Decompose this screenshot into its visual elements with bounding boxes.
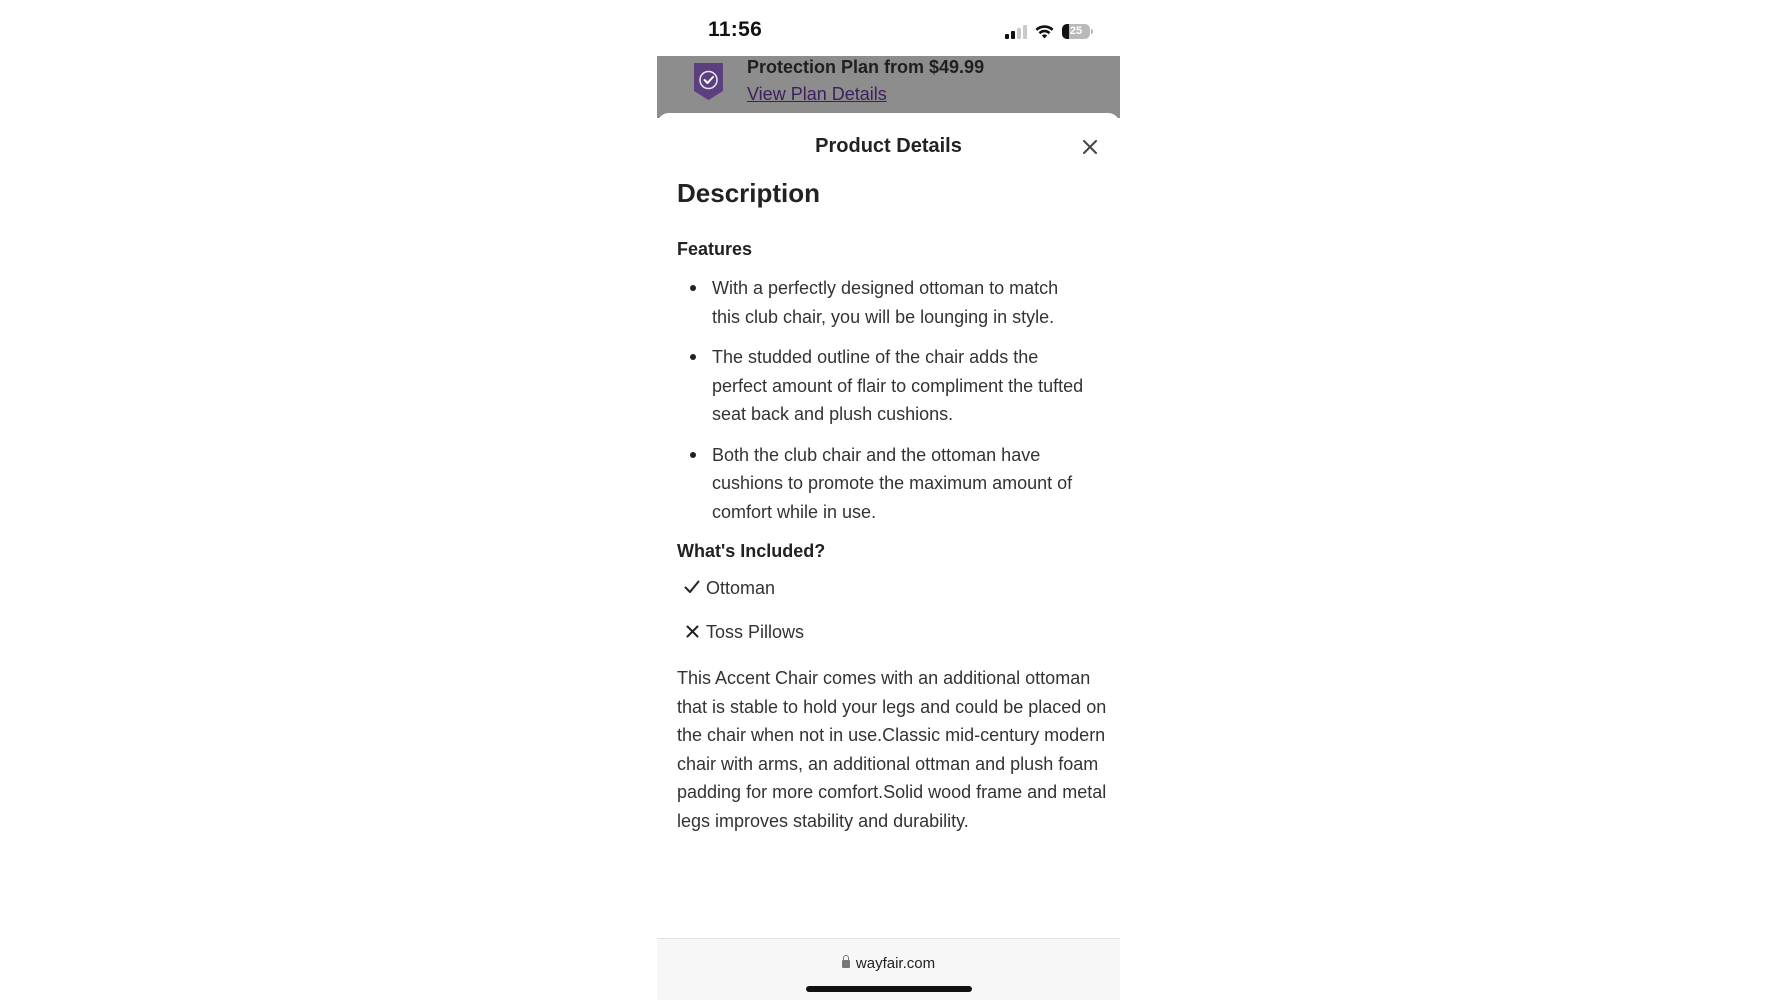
home-indicator[interactable] <box>806 986 972 992</box>
feature-item: Both the club chair and the ottoman have cushions to promote the maximum amount of comfort while in use. <box>677 441 1087 527</box>
product-details-sheet <box>657 113 1120 938</box>
lock-icon <box>842 960 850 968</box>
close-icon <box>1083 140 1097 154</box>
cellular-signal-icon <box>1005 24 1027 39</box>
sheet-title: Product Details <box>815 135 962 157</box>
battery-level: 25 <box>1069 25 1083 37</box>
description-heading: Description <box>677 178 821 208</box>
included-item-ottoman <box>677 576 1107 600</box>
battery-icon <box>1062 24 1090 39</box>
url-display[interactable] <box>657 955 1120 972</box>
protection-plan-banner <box>657 56 1120 118</box>
feature-item: With a perfectly designed ottoman to match this club chair, you will be lounging in style. <box>677 274 1087 331</box>
features-list <box>677 274 1107 526</box>
x-icon <box>680 622 704 643</box>
feature-item: The studded outline of the chair adds the perfect amount of flair to compliment the tufted seat back and plush cushions. <box>677 343 1087 429</box>
phone-screen <box>657 0 1120 1000</box>
included-item-toss-pillows <box>677 620 1107 644</box>
features-heading: Features <box>677 239 753 259</box>
checkmark-icon <box>680 578 704 599</box>
wifi-icon <box>1035 24 1054 39</box>
close-button[interactable] <box>1078 135 1102 159</box>
browser-url-bar[interactable] <box>657 938 1120 1000</box>
status-bar <box>657 0 1120 56</box>
whats-included-heading: What's Included? <box>677 541 826 561</box>
url-domain: wayfair.com <box>855 955 936 972</box>
status-time: 11:56 <box>708 18 763 41</box>
included-item-label: Ottoman <box>706 577 776 598</box>
description-paragraph: This Accent Chair comes with an additional ottoman that is stable to hold your legs and could be placed on the chair when not in use.Classic mid-century modern chair with arms, an additional ottman and plush foam padding for more comfort.Solid wood frame and metal legs improves stability and durability. <box>677 668 1107 831</box>
view-plan-details-link[interactable]: View Plan Details <box>747 84 887 104</box>
sheet-content <box>677 178 1107 835</box>
included-item-label: Toss Pillows <box>706 621 805 642</box>
status-icons <box>1005 20 1090 42</box>
protection-plan-title: Protection Plan from $49.99 <box>747 57 985 77</box>
shield-check-icon <box>692 61 725 101</box>
